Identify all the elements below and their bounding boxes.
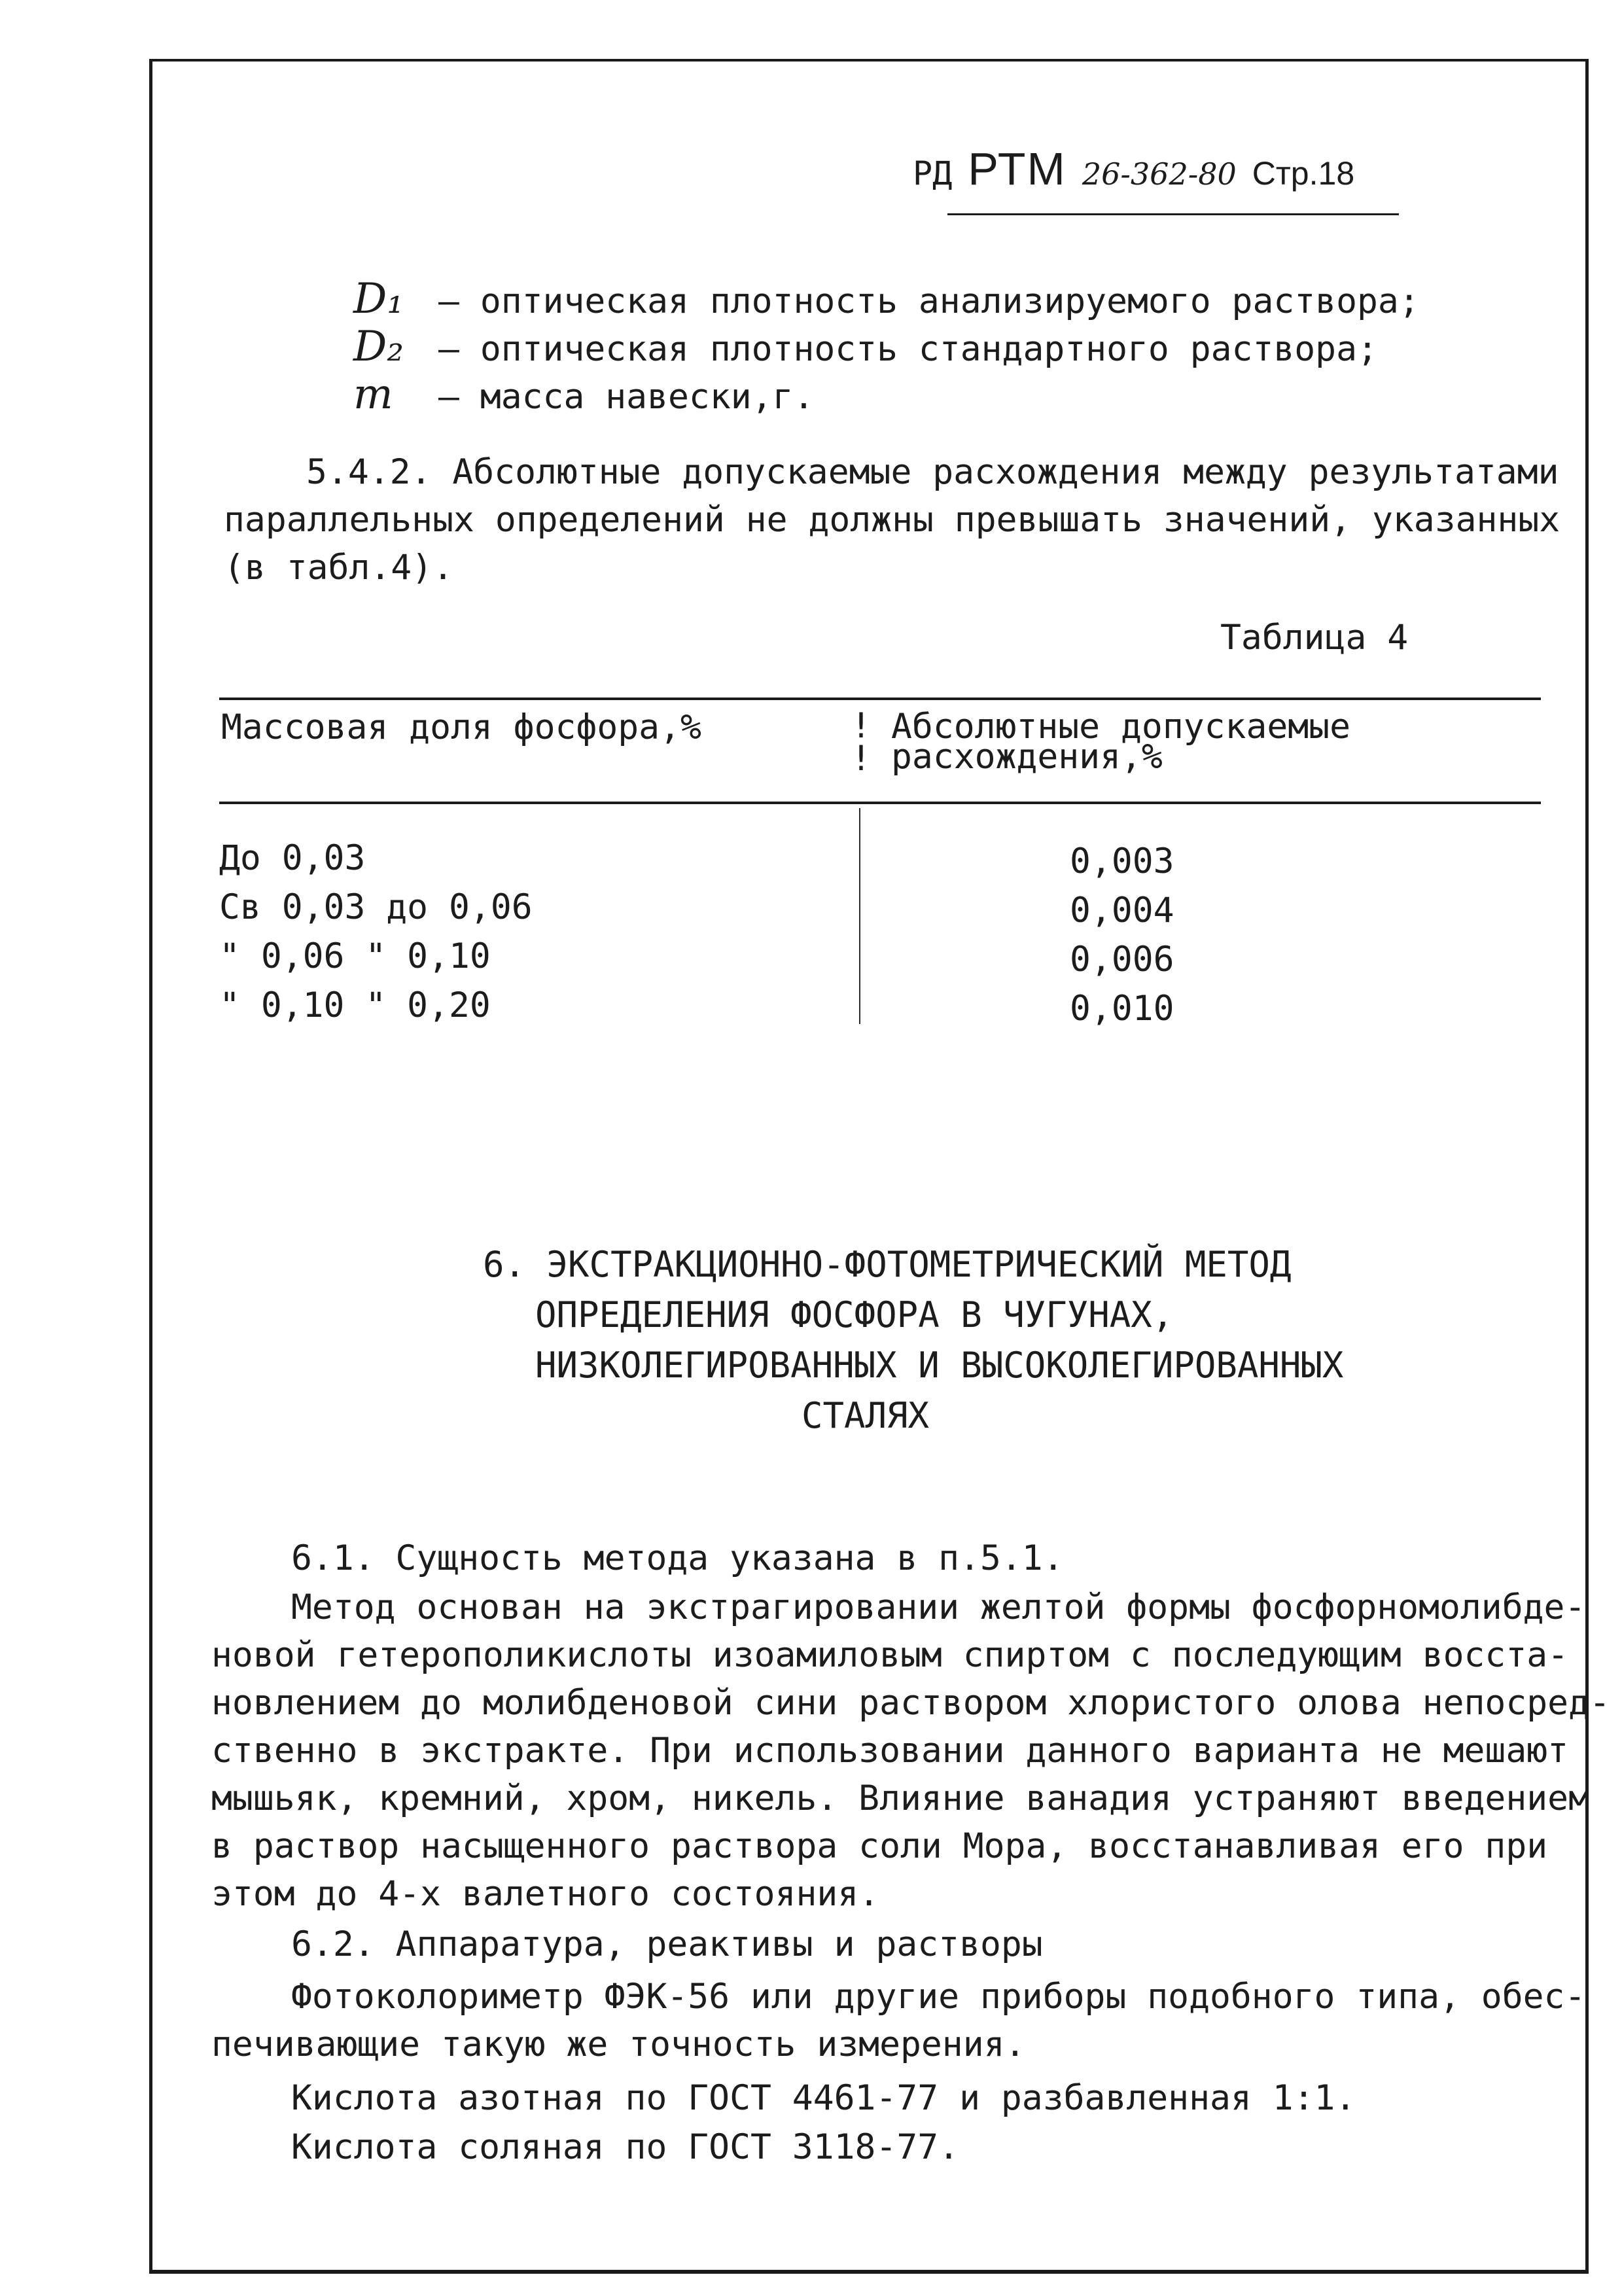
table-row-value: 0,010 [1070, 989, 1174, 1029]
table-col1-header: Массовая доля фосфора,% [221, 707, 701, 747]
reagent-line: Кислота азотная по ГОСТ 4461-77 и разбавленная 1:1. [291, 2078, 1356, 2118]
table-row-range: Св 0,03 до 0,06 [219, 887, 533, 927]
table-row-value: 0,004 [1070, 891, 1174, 930]
header-code: РТМ [968, 143, 1067, 194]
table-column-separator-mark: ! [851, 706, 872, 746]
legend-text: – масса навески,г. [438, 377, 815, 417]
legend-symbol: D₁ [353, 275, 404, 323]
paragraph-5-4-2-line-3: (в табл.4). [224, 548, 453, 588]
table-col2-header-line-2: расхождения,% [891, 737, 1163, 777]
paragraph-5-4-2-line-1: 5.4.2. Абсолютные допускаемые расхождения между результатами [306, 452, 1559, 492]
section-6-title-line-4: СТАЛЯХ [802, 1395, 930, 1436]
method-line: Метод основан на экстрагировании желтой формы фосфорномолибде- [291, 1587, 1586, 1627]
paragraph-6-1: 6.1. Сущность метода указана в п.5.1. [291, 1538, 1064, 1578]
table-row-range: " 0,10 " 0,20 [219, 985, 491, 1025]
header-underline [947, 213, 1399, 215]
paragraph-5-4-2-line-2: параллельных определений не должны превышать значений, указанных [224, 500, 1560, 540]
legend-text: – оптическая плотность стандартного раствора; [438, 329, 1378, 369]
reagent-line: Кислота соляная по ГОСТ 3118-77. [291, 2127, 960, 2167]
header-page: Стр.18 [1252, 155, 1355, 192]
method-line: мышьяк, кремний, хром, никель. Влияние ванадия устраняют введением [211, 1778, 1589, 1818]
legend-text: – оптическая плотность анализируемого раствора; [438, 281, 1420, 321]
section-6-title-line-1: 6. ЭКСТРАКЦИОННО-ФОТОМЕТРИЧЕСКИЙ МЕТОД [483, 1244, 1292, 1285]
legend-row-m [353, 370, 814, 419]
apparatus-line: Фотоколориметр ФЭК-56 или другие приборы подобного типа, обес- [291, 1977, 1586, 2017]
header-number: 26-362-80 [1082, 156, 1237, 192]
table-row-value: 0,006 [1070, 940, 1174, 980]
method-line: этом до 4-х валетного состояния. [211, 1874, 880, 1914]
table-col2-header-line-1: Абсолютные допускаемые [891, 707, 1350, 747]
legend-symbol: m [353, 370, 393, 419]
section-6-title-line-3: НИЗКОЛЕГИРОВАННЫХ И ВЫСОКОЛЕГИРОВАННЫХ [535, 1345, 1344, 1386]
header-prefix: РД [913, 154, 953, 192]
table-row-value: 0,003 [1070, 841, 1174, 881]
paragraph-6-2: 6.2. Аппаратура, реактивы и растворы [291, 1924, 1043, 1964]
table-column-separator-mark: ! [851, 739, 872, 779]
section-6-title-line-2: ОПРЕДЕЛЕНИЯ ФОСФОРА В ЧУГУНАХ, [535, 1294, 1174, 1335]
method-line: в раствор насыщенного раствора соли Мора, восстанавливая его при [211, 1826, 1548, 1866]
document-header [913, 143, 1354, 202]
legend-row-d2 [353, 323, 1378, 371]
table-top-rule [219, 698, 1541, 700]
table-row-range: " 0,06 " 0,10 [219, 936, 491, 976]
legend-row-d1 [353, 275, 1420, 323]
apparatus-line: печивающие такую же точность измерения. [211, 2024, 1026, 2064]
method-line: новлением до молибденовой сини раствором хлористого олова непосред- [211, 1683, 1610, 1723]
method-line: ственно в экстракте. При использовании данного варианта не мешают [211, 1731, 1569, 1771]
legend-symbol: D₂ [353, 323, 404, 371]
table-header-rule [219, 802, 1541, 804]
table-caption: Таблица 4 [1220, 618, 1409, 658]
table-column-divider [859, 808, 860, 1024]
method-line: новой гетерополикислоты изоамиловым спиртом с последующим восста- [211, 1635, 1569, 1675]
table-row-range: До 0,03 [219, 838, 366, 878]
